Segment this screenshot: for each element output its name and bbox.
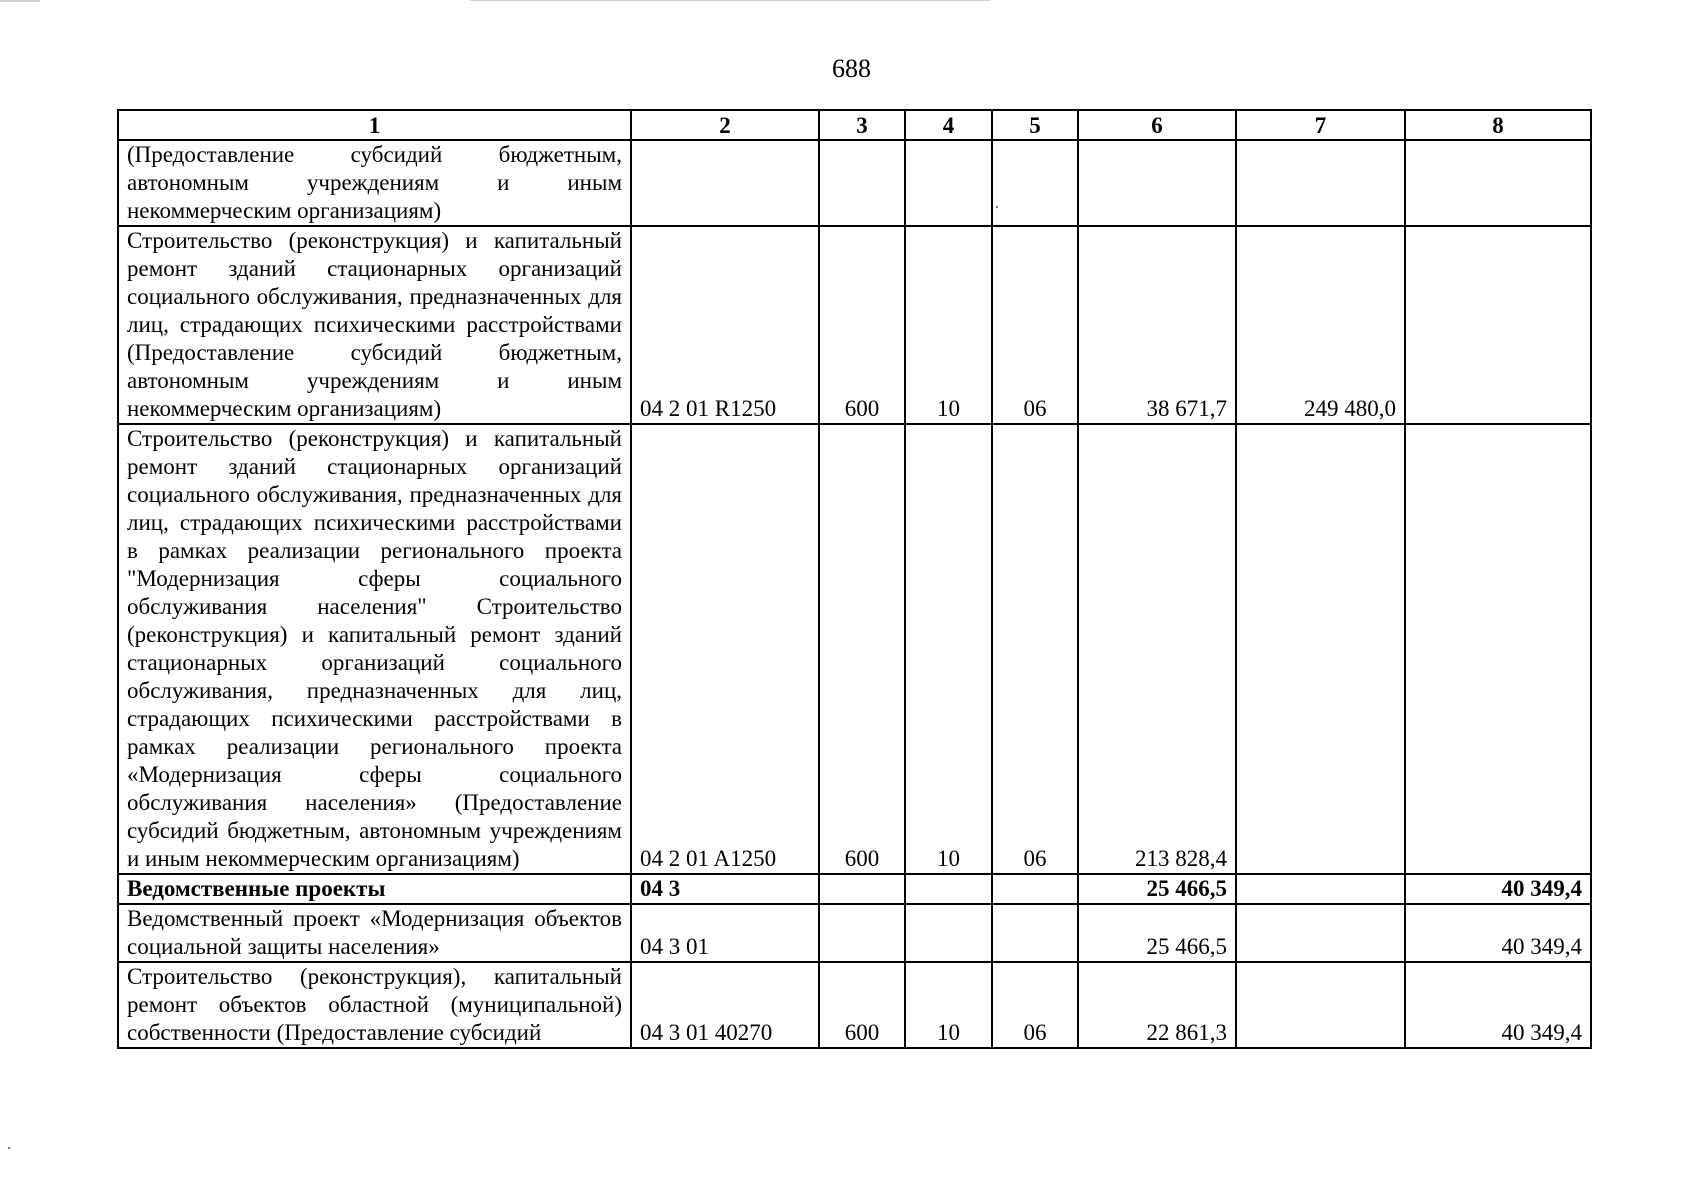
header-col-2: 2 bbox=[631, 110, 819, 140]
row-col-4 bbox=[905, 140, 992, 226]
table-row bbox=[118, 962, 1591, 1048]
header-col-6: 6 bbox=[1078, 110, 1236, 140]
row-col-3 bbox=[819, 904, 905, 962]
table-row bbox=[118, 904, 1591, 962]
row-description: (Предоставление субсидий бюджетным, автономным учреждениям и иным некоммерческим организациям) bbox=[118, 140, 631, 226]
row-col-5 bbox=[992, 874, 1078, 904]
row-col-6: 25 466,5 bbox=[1078, 904, 1236, 962]
row-description: Строительство (реконструкция), капитальный ремонт объектов областной (муниципальной) собственности (Предоставление субсидий bbox=[118, 962, 631, 1048]
row-code: 04 2 01 A1250 bbox=[631, 424, 819, 874]
row-code: 04 2 01 R1250 bbox=[631, 226, 819, 424]
row-col-8: 40 349,4 bbox=[1405, 962, 1591, 1048]
row-col-5 bbox=[992, 140, 1078, 226]
row-col-7 bbox=[1236, 424, 1405, 874]
row-description: Ведомственный проект «Модернизация объектов социальной защиты населения» bbox=[118, 904, 631, 962]
row-col-4 bbox=[905, 904, 992, 962]
header-row bbox=[118, 110, 1591, 140]
table-row-section-total bbox=[118, 874, 1591, 904]
budget-table bbox=[117, 109, 1592, 1049]
row-col-7 bbox=[1236, 874, 1405, 904]
row-description: Ведомственные проекты bbox=[118, 874, 631, 904]
row-code: 04 3 01 40270 bbox=[631, 962, 819, 1048]
row-col-6: 38 671,7 bbox=[1078, 226, 1236, 424]
row-col-6: 213 828,4 bbox=[1078, 424, 1236, 874]
row-col-3 bbox=[819, 874, 905, 904]
row-description: Строительство (реконструкция) и капитальный ремонт зданий стационарных организаций социального обслуживания, предназначенных для лиц, страдающих психическими расстройствами в рамках реализации регионального проекта "Модернизация сферы социального обслуживания населения" Строительство (реконструкция) и капитальный ремонт зданий стационарных организаций социального обслуживания, предназначенных для лиц, страдающих психическими расстройствами в рамках реализации регионального проекта «Модернизация сферы социального обслуживания населения» (Предоставление субсидий бюджетным, автономным учреждениям и иным некоммерческим организациям) bbox=[118, 424, 631, 874]
scan-speck bbox=[996, 206, 998, 208]
row-col-6 bbox=[1078, 140, 1236, 226]
row-col-8 bbox=[1405, 140, 1591, 226]
row-code: 04 3 01 bbox=[631, 904, 819, 962]
row-col-8: 40 349,4 bbox=[1405, 904, 1591, 962]
table-row bbox=[118, 140, 1591, 226]
table-row bbox=[118, 226, 1591, 424]
header-col-5: 5 bbox=[992, 110, 1078, 140]
scan-edge-line bbox=[470, 0, 990, 1]
row-col-3: 600 bbox=[819, 962, 905, 1048]
row-col-4: 10 bbox=[905, 424, 992, 874]
header-col-3: 3 bbox=[819, 110, 905, 140]
scan-edge-line bbox=[0, 0, 40, 2]
row-col-7 bbox=[1236, 904, 1405, 962]
row-col-7 bbox=[1236, 962, 1405, 1048]
header-col-1: 1 bbox=[118, 110, 631, 140]
row-col-3: 600 bbox=[819, 226, 905, 424]
row-code bbox=[631, 140, 819, 226]
page-number: 688 bbox=[832, 54, 871, 83]
header-col-7: 7 bbox=[1236, 110, 1405, 140]
row-col-8 bbox=[1405, 226, 1591, 424]
row-col-4: 10 bbox=[905, 962, 992, 1048]
row-col-6: 22 861,3 bbox=[1078, 962, 1236, 1048]
header-col-4: 4 bbox=[905, 110, 992, 140]
row-col-4 bbox=[905, 874, 992, 904]
row-col-3 bbox=[819, 140, 905, 226]
table-row bbox=[118, 424, 1591, 874]
row-col-4: 10 bbox=[905, 226, 992, 424]
row-col-5 bbox=[992, 904, 1078, 962]
header-col-8: 8 bbox=[1405, 110, 1591, 140]
scan-speck bbox=[8, 1147, 10, 1149]
row-col-6: 25 466,5 bbox=[1078, 874, 1236, 904]
row-col-3: 600 bbox=[819, 424, 905, 874]
row-col-5: 06 bbox=[992, 424, 1078, 874]
row-col-5: 06 bbox=[992, 226, 1078, 424]
row-col-7: 249 480,0 bbox=[1236, 226, 1405, 424]
row-code: 04 3 bbox=[631, 874, 819, 904]
row-col-8 bbox=[1405, 424, 1591, 874]
row-description: Строительство (реконструкция) и капитальный ремонт зданий стационарных организаций социального обслуживания, предназначенных для лиц, страдающих психическими расстройствами (Предоставление субсидий бюджетным, автономным учреждениям и иным некоммерческим организациям) bbox=[118, 226, 631, 424]
row-col-8: 40 349,4 bbox=[1405, 874, 1591, 904]
row-col-7 bbox=[1236, 140, 1405, 226]
row-col-5: 06 bbox=[992, 962, 1078, 1048]
